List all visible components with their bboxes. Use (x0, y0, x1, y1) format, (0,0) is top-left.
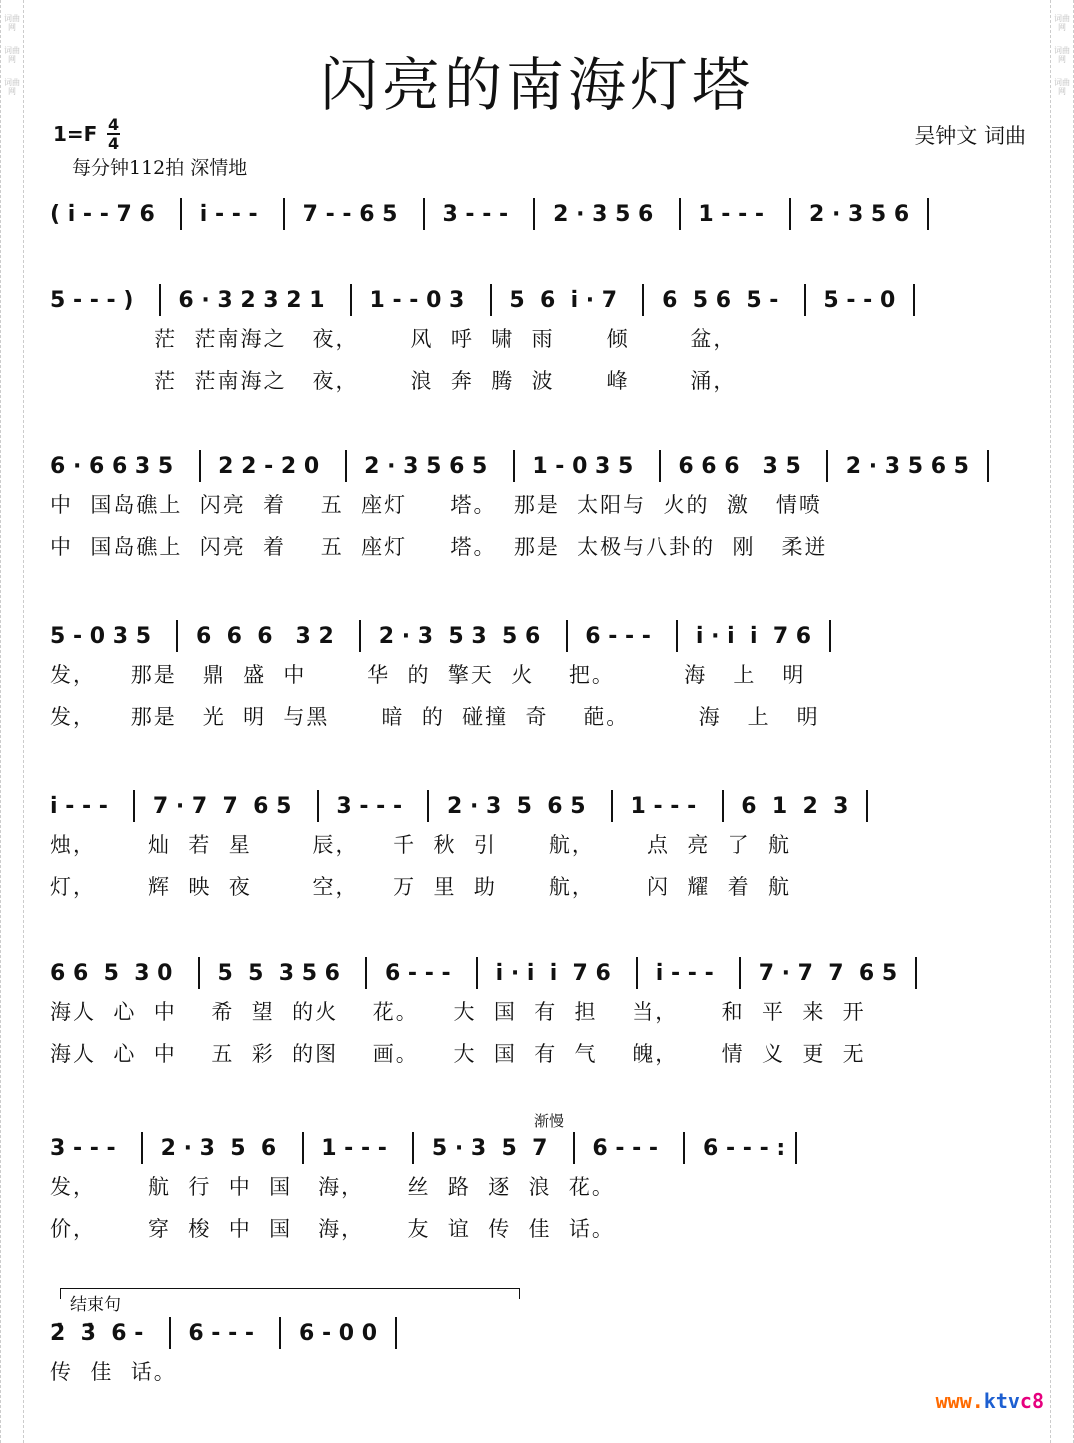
meter-bottom: 4 (108, 134, 120, 153)
bar-line (722, 790, 724, 822)
score-system (50, 1130, 1032, 1250)
bar-line (359, 620, 361, 652)
bar-line (679, 198, 681, 230)
note-line: 6 · 6 6 3 5 2 2 - 2 0 2 · 3 5 6 5 1 - 0 3 5 6 6 6 3 5 2 · 3 5 6 5 (50, 448, 1032, 484)
side-mark: 词曲网 (4, 78, 20, 96)
bar-line (141, 1132, 143, 1164)
note-line: 5 - 0 3 5 6 6 6 3 2 2 · 3 5 3 5 6 6 - - - i̇ · i̇ i̇ 7 6 (50, 618, 1032, 654)
side-mark: 词曲网 (1054, 78, 1070, 96)
side-mark: 词曲网 (4, 14, 20, 32)
time-signature (108, 116, 119, 152)
bar-line (659, 450, 661, 482)
bar-line (636, 957, 638, 989)
lyric-line-2: 海人 心 中 五 彩 的图 画。 大 国 有 气 魄， 情 义 更 无 (50, 1042, 866, 1066)
lyric-line-1: 海人 心 中 希 望 的火 花。 大 国 有 担 当， 和 平 来 开 (50, 1000, 866, 1024)
lyric-line-1: 中 国岛礁上 闪亮 着 五 座灯 塔。 那是 太阳与 火的 激 情喷 (50, 493, 822, 517)
meter-top: 4 (108, 115, 120, 134)
bar-line (533, 198, 535, 230)
score-system (50, 1315, 1032, 1435)
song-title: 闪亮的南海灯塔 (319, 51, 754, 119)
bar-line (927, 198, 929, 230)
note-line: 5 - - - ) 6 · 3 2 3 2 1 1 - - 0 3 5 6 i̇ · 7 6 5 6 5 - 5 - - 0 (50, 282, 1032, 318)
bar-line (795, 1132, 797, 1164)
lyric-line-1: 茫 茫南海之 夜， 风 呼 啸 雨 倾 盆， (50, 327, 737, 351)
bar-line (180, 198, 182, 230)
note-line: ( i̇ - - 7 6 i̇ - - - 7 - - 6 5 3 - - - 2 · 3 5 6 1 - - - 2 · 3 5 6 (50, 196, 1032, 232)
left-margin-strip (0, 0, 24, 1443)
bar-line (804, 284, 806, 316)
bar-line (365, 957, 367, 989)
score-system (50, 788, 1032, 908)
watermark-c8: c8 (1019, 1389, 1044, 1413)
bar-line (395, 1317, 397, 1349)
right-margin-strip (1050, 0, 1074, 1443)
bar-line (159, 284, 161, 316)
bar-line (283, 198, 285, 230)
bar-line (198, 957, 200, 989)
bar-line (739, 957, 741, 989)
score-system (50, 282, 1032, 402)
bar-line (611, 790, 613, 822)
ending-label: 结束句 (70, 1295, 121, 1315)
bar-line (826, 450, 828, 482)
tempo-marking: 每分钟112拍 深情地 (72, 157, 248, 179)
bar-line (302, 1132, 304, 1164)
bar-line (829, 620, 831, 652)
score-system (50, 955, 1032, 1075)
bar-line (345, 450, 347, 482)
side-mark: 词曲网 (1054, 14, 1070, 32)
bar-line (176, 620, 178, 652)
bar-line (789, 198, 791, 230)
bar-line (199, 450, 201, 482)
bar-line (683, 1132, 685, 1164)
lyric-line-1: 发， 那是 鼎 盛 中 华 的 擎天 火 把。 海 上 明 (50, 663, 806, 687)
lyric-line-1: 烛， 灿 若 星 辰， 千 秋 引 航， 点 亮 了 航 (50, 833, 792, 857)
bar-line (412, 1132, 414, 1164)
bar-line (169, 1317, 171, 1349)
ending-bracket (60, 1288, 520, 1299)
key-signature: 1=F (53, 122, 98, 146)
bar-line (913, 284, 915, 316)
bar-line (642, 284, 644, 316)
score-system (50, 448, 1032, 568)
bar-line (279, 1317, 281, 1349)
bar-line (987, 450, 989, 482)
author-credit: 吴钟文 词曲 (914, 124, 1026, 148)
bar-line (866, 790, 868, 822)
bar-line (573, 1132, 575, 1164)
bar-line (566, 620, 568, 652)
bar-line (133, 790, 135, 822)
lyric-line-1: 传 佳 话。 (50, 1360, 177, 1384)
lyric-line-1: 发， 航 行 中 国 海， 丝 路 逐 浪 花。 (50, 1175, 615, 1199)
slowing-label: 渐慢 (534, 1112, 565, 1130)
lyric-line-2: 中 国岛礁上 闪亮 着 五 座灯 塔。 那是 太极与八卦的 刚 柔迸 (50, 535, 828, 559)
bar-line (350, 284, 352, 316)
side-mark: 词曲网 (1054, 46, 1070, 64)
bar-line (490, 284, 492, 316)
note-line: 2̇ 3̇ 6 - 6 - - - 6 - 0 0 (50, 1315, 1032, 1351)
note-line: 6 6 5 3 0 5 5 3 5 6 6 - - - i̇ · i̇ i̇ 7 6 i̇ - - - 7 · 7 7 6 5 (50, 955, 1032, 991)
bar-line (476, 957, 478, 989)
lyric-line-2: 灯， 辉 映 夜 空， 万 里 助 航， 闪 耀 着 航 (50, 875, 792, 899)
lyric-line-2: 茫 茫南海之 夜， 浪 奔 腾 波 峰 涌， (50, 369, 737, 393)
watermark-ktv: ktv (983, 1389, 1020, 1413)
side-mark: 词曲网 (4, 46, 20, 64)
lyric-line-1 (50, 232, 1032, 274)
score-system (50, 618, 1032, 738)
lyric-line-2: 价， 穿 梭 中 国 海， 友 谊 传 佳 话。 (50, 1217, 615, 1241)
bar-line (513, 450, 515, 482)
note-line: 3 - - - 2 · 3 5 6 1 - - - 5 · 3 5 7 6 - - - 6 - - - : (50, 1130, 1032, 1166)
bar-line (423, 198, 425, 230)
note-line: i̇ - - - 7 · 7 7 6 5 3 - - - 2 · 3 5 6 5 1 - - - 6 1 2 3 (50, 788, 1032, 824)
watermark (936, 1389, 1044, 1413)
bar-line (676, 620, 678, 652)
bar-line (317, 790, 319, 822)
bar-line (915, 957, 917, 989)
lyric-line-2 (50, 1393, 1032, 1435)
bar-line (427, 790, 429, 822)
lyric-line-2: 发， 那是 光 明 与黑 暗 的 碰撞 奇 葩。 海 上 明 (50, 705, 820, 729)
watermark-www: www. (935, 1389, 984, 1413)
